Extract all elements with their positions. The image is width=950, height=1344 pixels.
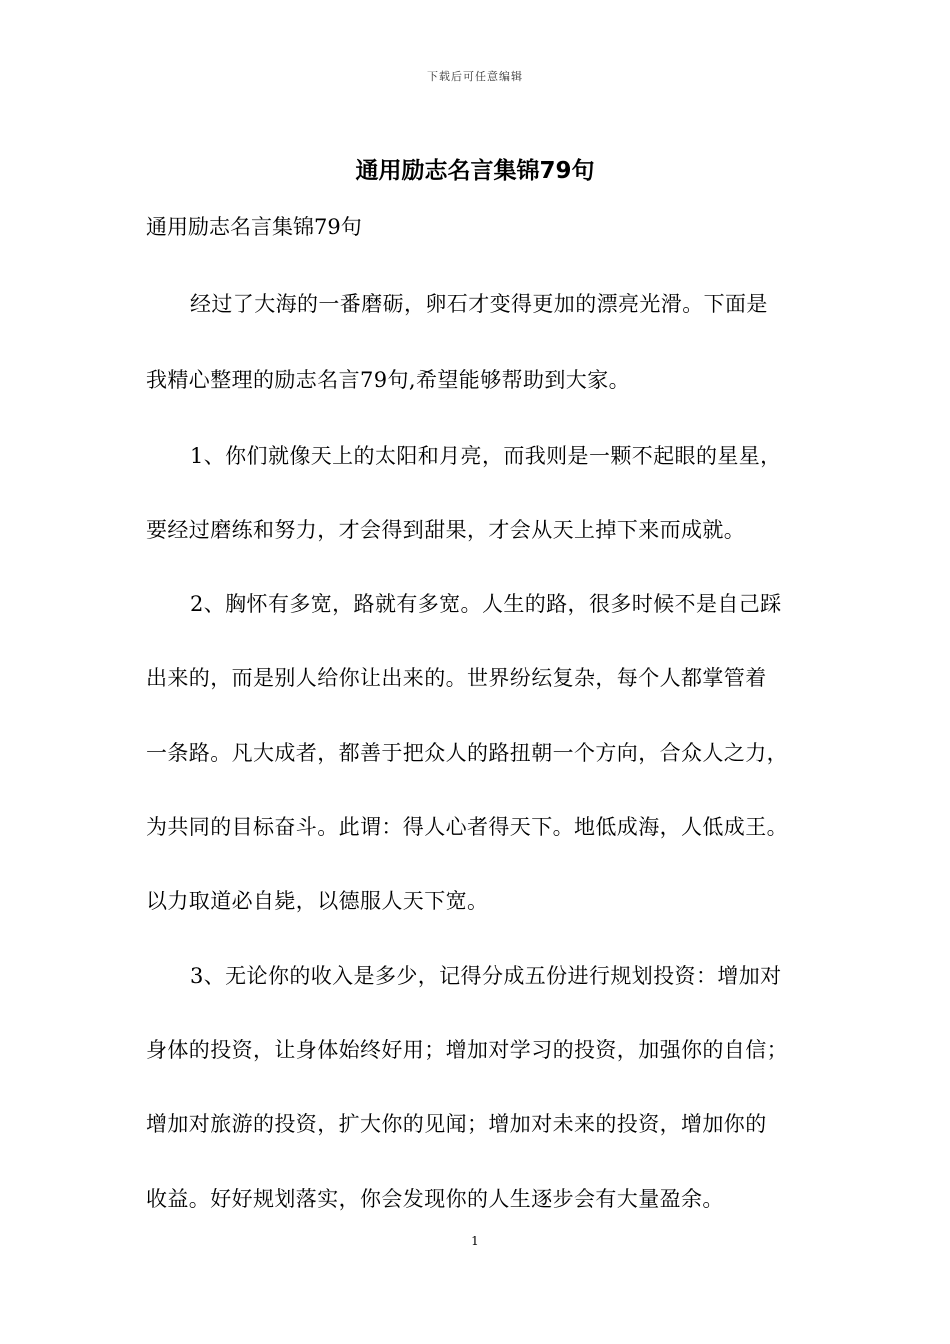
paragraph-line: 增加对旅游的投资，扩大你的见闻；增加对未来的投资，增加你的 (146, 1112, 767, 1136)
paragraph-line: 经过了大海的一番磨砺，卵石才变得更加的漂亮光滑。下面是 (190, 292, 768, 316)
paragraph-line: 2、胸怀有多宽，路就有多宽。人生的路，很多时候不是自己踩 (190, 592, 782, 616)
paragraph-line: 3、无论你的收入是多少，记得分成五份进行规划投资：增加对 (190, 964, 782, 988)
paragraph-line: 身体的投资，让身体始终好用；增加对学习的投资，加强你的自信； (146, 1038, 788, 1062)
document-title: 通用励志名言集锦79句 (355, 158, 595, 184)
paragraph-line: 要经过磨练和努力，才会得到甜果，才会从天上掉下来而成就。 (146, 518, 746, 542)
page-number: 1 (471, 1234, 479, 1248)
paragraph-line: 一条路。凡大成者，都善于把众人的路扭朝一个方向，合众人之力， (146, 741, 788, 765)
paragraph-line: 收益。好好规划落实，你会发现你的人生逐步会有大量盈余。 (146, 1187, 724, 1211)
paragraph-line: 我精心整理的励志名言79句,希望能够帮助到大家。 (146, 368, 630, 392)
page-header: 下载后可任意编辑 (427, 70, 523, 83)
paragraph-line: 为共同的目标奋斗。此谓：得人心者得天下。地低成海，人低成王。 (146, 815, 788, 839)
paragraph-line: 以力取道必自毙，以德服人天下宽。 (146, 889, 489, 913)
document-subtitle: 通用励志名言集锦79句 (146, 215, 362, 239)
paragraph-line: 出来的，而是别人给你让出来的。世界纷纭复杂，每个人都掌管着 (146, 666, 767, 690)
paragraph-line: 1、你们就像天上的太阳和月亮，而我则是一颗不起眼的星星， (190, 444, 782, 468)
